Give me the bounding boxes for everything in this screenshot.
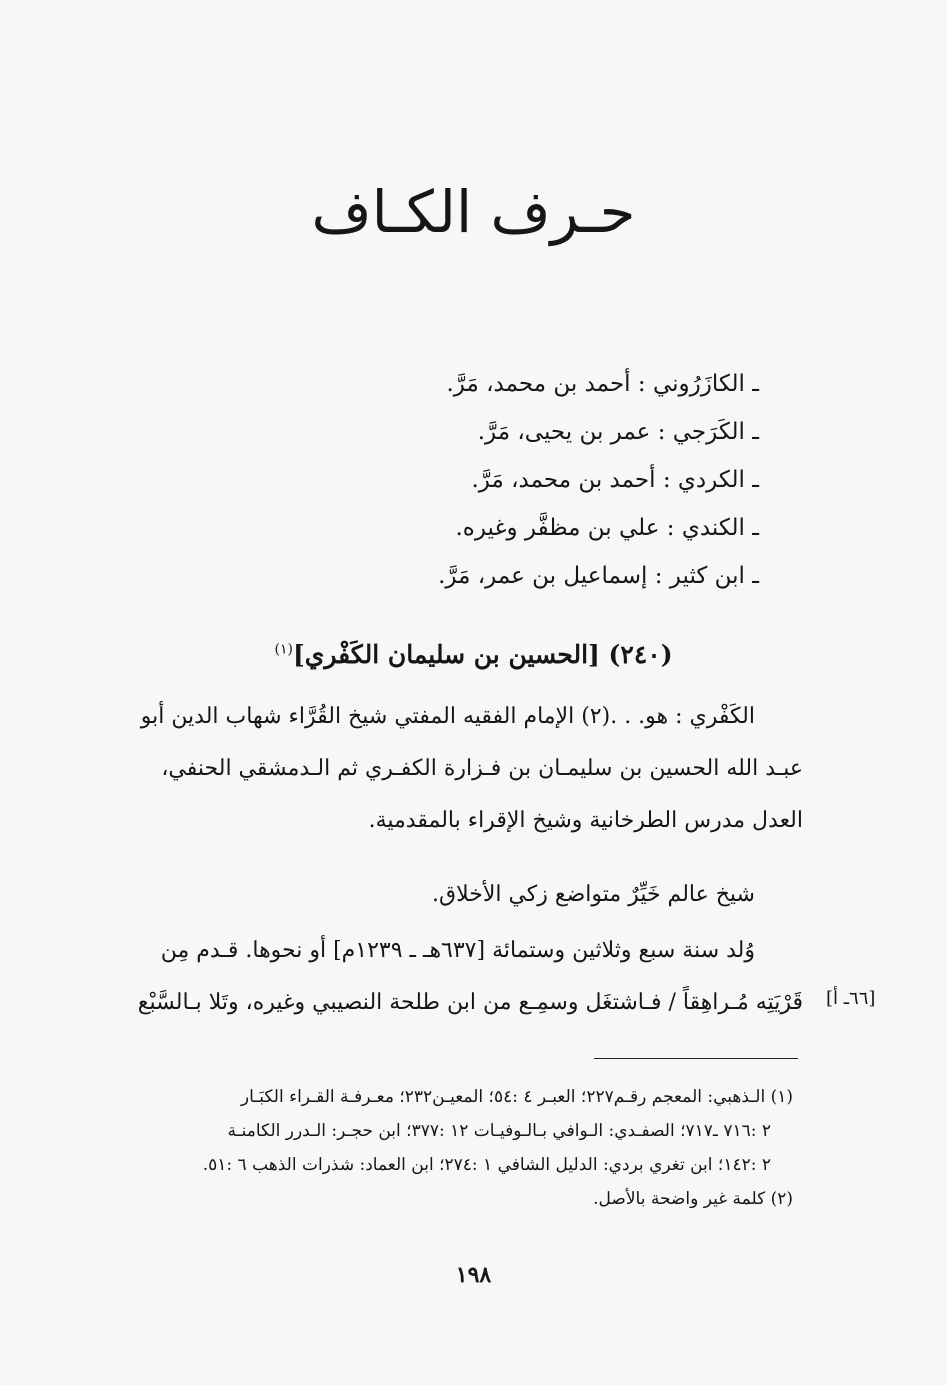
cross-reference-item: ـ الكازَرُوني : أحمد بن محمد، مَرَّ.: [446, 371, 759, 397]
page-number: ١٩٨: [455, 1262, 492, 1288]
body-line: شيخ عالم خَيِّرٌ متواضع زكي الأخلاق.: [432, 882, 755, 907]
chapter-title: حـرف الكـاف: [311, 178, 636, 246]
entry-paragraph-2: [141, 872, 803, 924]
body-line: وُلد سنة سبع وثلاثين وستمائة [٦٣٧هـ ـ ١٢٣٩م] أو نحوها. قـدم مِن: [160, 938, 755, 963]
footnote-line: (١) الـذهبي: المعجم رقـم٢٢٧؛ العبـر ٤ :٥٤؛ المعيـن٢٣٢؛ معـرفـة القـراء الكبَـار: [240, 1087, 793, 1107]
body-line: عبـد الله الحسين بن سليمـان بن فـزارة الكفـري ثم الـدمشقي الحنفي،: [161, 756, 803, 781]
cross-reference-item: ـ الكندي : علي بن مظفَّر وغيره.: [455, 515, 759, 541]
cross-reference-item: ـ الكَرَجي : عمر بن يحيى، مَرَّ.: [477, 419, 759, 445]
cross-reference-list: [339, 362, 759, 602]
footnote-line: (٢) كلمة غير واضحة بالأصل.: [593, 1189, 793, 1209]
footnote-separator: [594, 1058, 798, 1059]
footnote-line: ٢ :٧١٦ ـ٧١٧؛ الصفـدي: الـوافي بـالـوفيـات ١٢ :٣٧٧؛ ابن حجـر: الـدرر الكامنـة: [227, 1121, 771, 1141]
body-line: قَرْيَتِه مُـراهِقاً / فـاشتغَل وسمِـع من ابن طلحة النصيبي وغيره، وتَلا بـالسَّبْع: [137, 990, 803, 1015]
footnotes: [153, 1082, 793, 1218]
body-line: العدل مدرس الطرخانية وشيخ الإقراء بالمقدمية.: [368, 808, 803, 833]
footnote-marker: (١): [274, 641, 293, 658]
entry-heading-text: (٢٤٠) [الحسين بن سليمان الكَفْري]: [292, 640, 673, 669]
manuscript-folio-reference: [٦٦ـ أ]: [826, 988, 876, 1009]
entry-paragraph-1: [141, 694, 803, 850]
cross-reference-item: ـ ابن كثير : إسماعيل بن عمر، مَرَّ.: [438, 563, 759, 589]
entry-heading: [0, 640, 947, 669]
body-line: الكَفْري : هو. . .(٢) الإمام الفقيه المفتي شيخ القُرَّاء شهاب الدين أبو: [140, 704, 755, 729]
entry-paragraph-3: [137, 928, 803, 1032]
footnote-line: ٢ :١٤٢؛ ابن تغري بردي: الدليل الشافي ١ :٢٧٤؛ ابن العماد: شذرات الذهب ٦ :٥١.: [202, 1155, 771, 1175]
cross-reference-item: ـ الكردي : أحمد بن محمد، مَرَّ.: [471, 467, 759, 493]
